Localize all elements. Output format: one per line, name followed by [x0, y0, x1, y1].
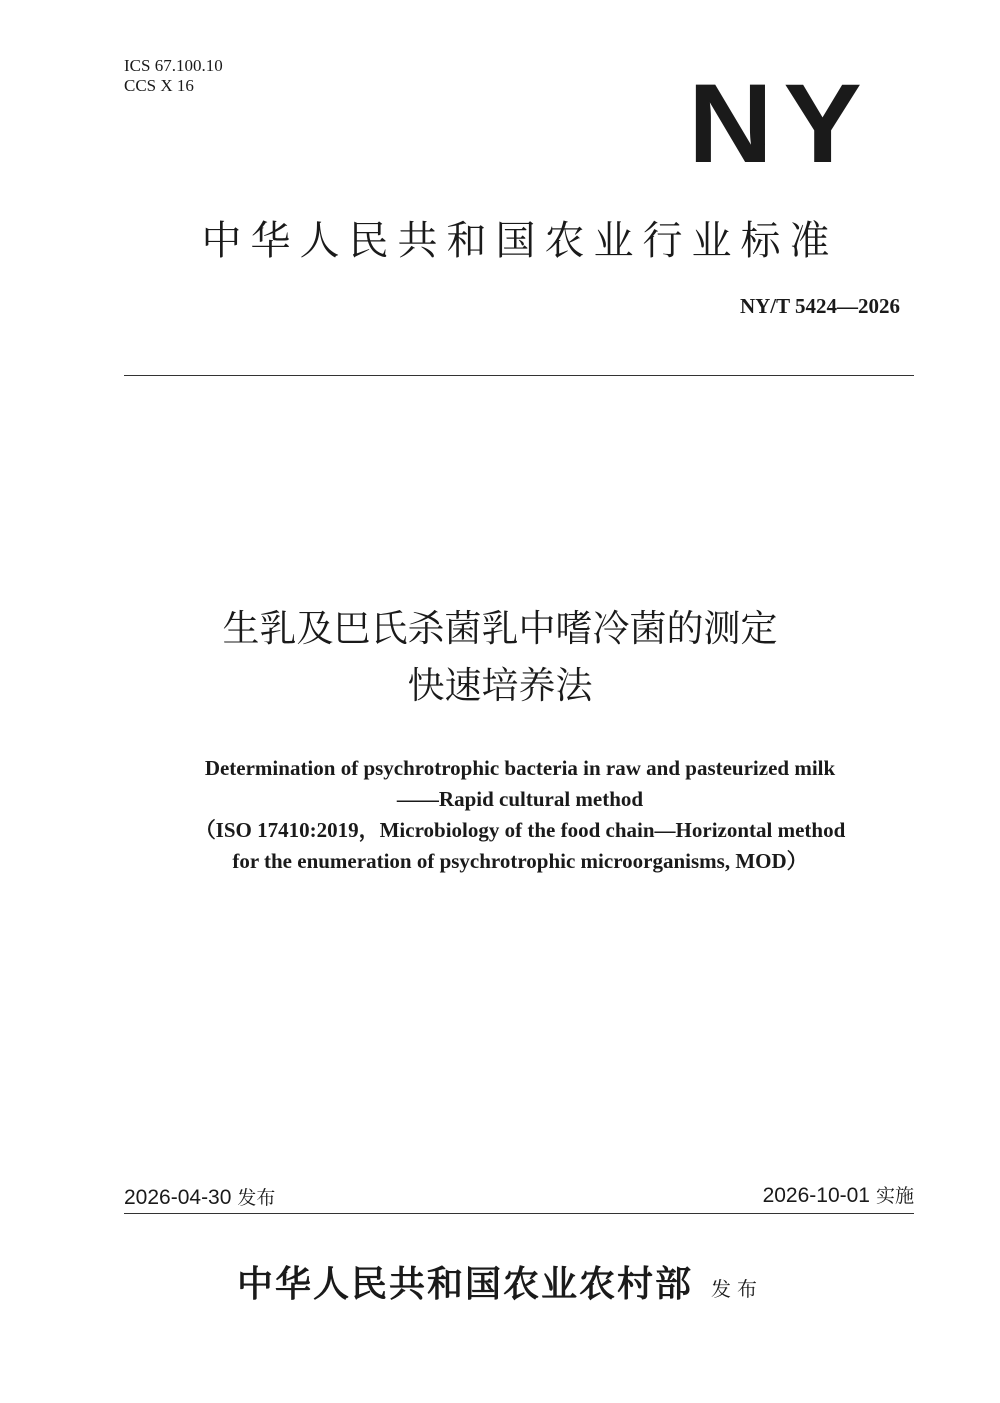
ny-logo: NY	[688, 61, 873, 186]
issue-date-block	[124, 1183, 275, 1210]
chinese-title	[100, 600, 900, 714]
top-divider	[124, 375, 914, 376]
issue-date: 2026-04-30	[124, 1186, 232, 1209]
publisher-suffix: 发布	[711, 1277, 763, 1301]
ccs-code: CCS X 16	[124, 76, 194, 95]
english-title	[80, 753, 960, 877]
classification-codes	[124, 56, 223, 96]
standard-number: NY/T 5424—2026	[739, 294, 900, 318]
bottom-divider	[124, 1213, 914, 1214]
english-title-line2: ——Rapid cultural method	[396, 787, 644, 811]
implementation-label: 实施	[875, 1185, 914, 1207]
implementation-date-block	[763, 1181, 914, 1208]
publisher-name: 中华人民共和国农业农村部	[236, 1263, 693, 1305]
english-title-line1: Determination of psychrotrophic bacteria in raw and pasteurized milk	[204, 756, 836, 780]
english-title-line3: （ISO 17410:2019，Microbiology of the food chain—Horizontal method	[194, 818, 846, 842]
chinese-title-line2: 快速培养法	[407, 664, 593, 707]
implementation-date: 2026-10-01	[762, 1184, 870, 1207]
standard-category-title: 中华人民共和国农业行业标准	[201, 218, 839, 264]
chinese-title-line1: 生乳及巴氏杀菌乳中嗜冷菌的测定	[222, 607, 778, 650]
publisher-block	[100, 1256, 900, 1307]
ics-code: ICS 67.100.10	[124, 56, 223, 75]
english-title-line4: for the enumeration of psychrotrophic microorganisms, MOD）	[232, 849, 808, 873]
issue-label: 发布	[237, 1187, 276, 1209]
